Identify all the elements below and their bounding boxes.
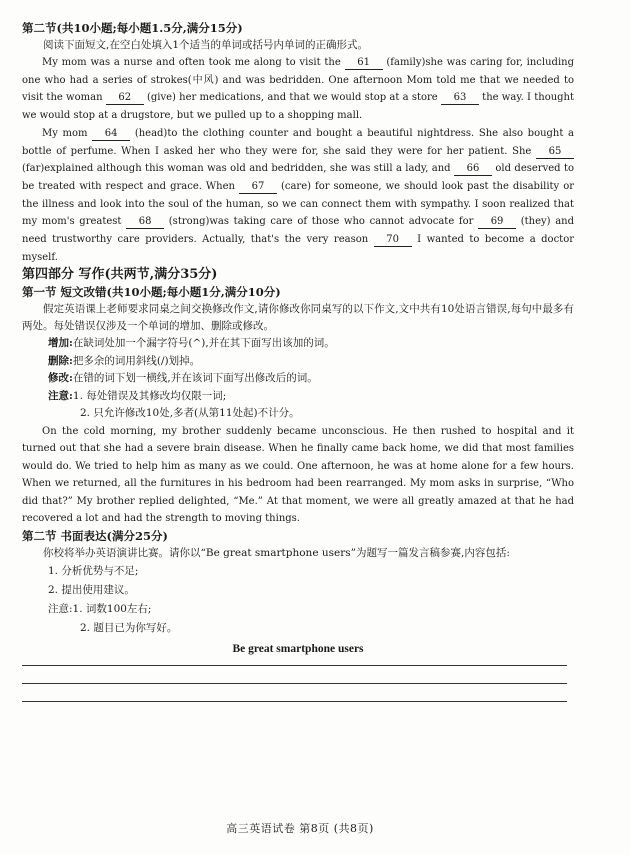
answer-line: [22, 683, 567, 684]
page-footer: 高三英语试卷 第8页 (共8页): [226, 822, 374, 835]
correction-section-heading: 第一节 短文改错(共10小题;每小题1分,满分10分): [22, 285, 281, 300]
grammar-paragraph: [22, 125, 574, 267]
rule-delete: 删除:把多余的词用斜线(/)划掉。: [48, 354, 201, 367]
passage-text: (strong)was taking care of those who cannot advocate for: [164, 216, 479, 228]
answer-blank[interactable]: 67: [239, 181, 277, 194]
page-content: [22, 20, 574, 719]
writing-item-1: 1. 分析优势与不足;: [48, 564, 139, 577]
passage-text: My mom was a nurse and often took me along to visit the: [42, 57, 345, 68]
answer-blank[interactable]: 64: [92, 128, 130, 141]
part-four-heading: 第四部分 写作(共两节,满分35分): [22, 267, 218, 283]
passage-text: (give) her medications, and that we would stop at a store: [143, 92, 441, 104]
passage-text: the way. I thought we would stop at a drugstore, but we pulled up to a shopping mall.: [22, 92, 575, 122]
writing-instruction: 你校将举办英语演讲比赛。请你以“Be great smartphone users”为题写一篇发言稿参赛,内容包括:: [43, 546, 510, 559]
writing-note-1: 注意:1. 词数100左右;: [48, 602, 152, 615]
writing-item-2: 2. 提出使用建议。: [48, 583, 135, 596]
answer-blank[interactable]: 68: [126, 216, 164, 229]
answer-line: [22, 665, 567, 666]
answer-blank[interactable]: 63: [441, 92, 479, 105]
answer-blank[interactable]: 70: [374, 234, 412, 247]
writing-note-2: 2. 题目已为你写好。: [80, 621, 178, 634]
rule-modify: 修改:在错的词下划一横线,并在该词下面写出修改后的词。: [48, 372, 318, 385]
answer-blank[interactable]: 62: [106, 92, 144, 105]
answer-blank[interactable]: 69: [478, 216, 516, 229]
answer-blank[interactable]: 65: [536, 146, 574, 159]
rule-note-1: 注意:1. 每处错误及其修改均仅限一词;: [48, 389, 227, 402]
grammar-paragraph: [22, 54, 574, 125]
answer-blank[interactable]: 61: [345, 57, 383, 70]
passage-text: (head)to the clothing counter and bought a beautiful nightdress. She also bought a bottle of perfume. When I asked her who they were for, she said they were for her patient. She: [22, 127, 574, 157]
correction-passage: On the cold morning, my brother suddenly became unconscious. He then rushed to hospital and it turned out that she had a severe brain disease. When he finally came back home, we did that most families would do. We tried to help him as many as we could. One afternoon, he was at home alone for a few hours. When we returned, all the furnitures in his bedroom had been rearranged. My mom asks in surprise, “Who did that?” My brother replied delighted, “Me.” At that moment, we were all greatly amazed at that he had recovered a lot and had the strength to moving things.: [22, 425, 574, 525]
rule-note-2: 2. 只允许修改10处,多者(从第11处起)不计分。: [80, 407, 300, 420]
passage-text: old deserved to be treated with respect and grace. When: [22, 163, 574, 192]
passage-text: (care) for someone, we should look past the disability or the illness and look into the soul of the human, so we can connect them with sympathy. I soon realized that my mom's greatest: [22, 180, 574, 228]
grammar-instruction: 阅读下面短文,在空白处填入1个适当的单词或括号内单词的正确形式。: [43, 39, 369, 51]
passage-text: (they) and need trustworthy care providers. Actually, that's the very reason: [22, 216, 575, 246]
answer-line: [22, 701, 567, 702]
passage-text: (family)she was caring for, including one who had a series of strokes(中风) and was bedridden. One afternoon Mom told me that we needed to visit the woman: [22, 57, 574, 104]
passage-text: (far)explained although this woman was old and bedridden, she was still a lady, and: [22, 163, 454, 175]
essay-title: Be great smartphone users: [232, 642, 364, 655]
passage-text: I wanted to become a doctor myself.: [22, 234, 574, 263]
grammar-passage: [22, 54, 574, 266]
correction-instruction: 假定英语课上老师要求同桌之间交换修改作文,请你修改你同桌写的以下作文,文中共有10处语言错误,每句中最多有两处。每处错误仅涉及一个单词的增加、删除或修改。: [22, 303, 574, 333]
grammar-section-heading: 第二节(共10小题;每小题1.5分,满分15分): [22, 21, 243, 35]
passage-text: My mom: [42, 127, 93, 139]
answer-blank[interactable]: 66: [454, 163, 492, 176]
writing-section-heading: 第二节 书面表达(满分25分): [22, 528, 168, 543]
rule-add: 增加:在缺词处加一个漏字符号(^),并在其下面写出该加的词。: [48, 337, 335, 350]
